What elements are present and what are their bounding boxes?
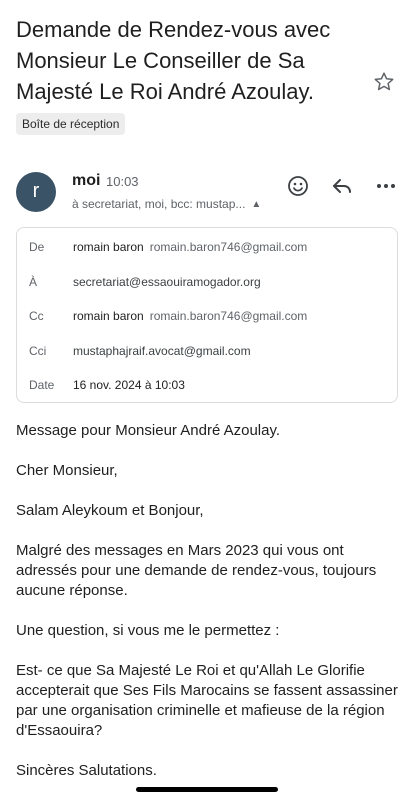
details-cc-row: [17, 306, 397, 326]
body-paragraph: Malgré des messages en Mars 2023 qui vous ont adressés pour une demande de rendez-vous, toujours aucune réponse.: [16, 542, 377, 599]
subject-header: [16, 14, 398, 107]
body-paragraph: Sincères Salutations.: [16, 762, 157, 779]
cc-value[interactable]: [73, 306, 307, 326]
emoji-reaction-icon[interactable]: [286, 174, 310, 198]
cc-label: Cc: [29, 309, 44, 323]
body-paragraph: Cher Monsieur,: [16, 462, 118, 479]
inbox-label-chip[interactable]: Boîte de réception: [16, 113, 125, 135]
recipient-details-panel: [16, 227, 398, 403]
cc-name: romain baron: [73, 309, 144, 323]
date-label: Date: [29, 378, 55, 392]
recipients-summary: à secretariat, moi, bcc: mustap...: [72, 197, 246, 211]
from-label: De: [29, 240, 45, 254]
from-name: romain baron: [73, 240, 144, 254]
reply-arrow-icon[interactable]: [330, 174, 354, 198]
star-icon[interactable]: [372, 70, 396, 94]
to-value[interactable]: secretariat@essaouiramogador.org: [73, 275, 261, 289]
details-to-row: [17, 272, 397, 292]
body-paragraph: Salam Aleykoum et Bonjour,: [16, 502, 204, 519]
more-horizontal-icon[interactable]: [374, 174, 398, 198]
sender-row: [16, 170, 398, 214]
sender-name: moi: [72, 172, 101, 189]
email-body: [16, 421, 400, 800]
bcc-label: Cci: [29, 344, 47, 358]
to-label: À: [29, 275, 38, 289]
home-indicator: [136, 787, 278, 792]
bcc-value[interactable]: mustaphajraif.avocat@gmail.com: [73, 344, 251, 358]
sent-time: 10:03: [106, 174, 139, 189]
details-from-row: [17, 237, 397, 257]
body-paragraph: Message pour Monsieur André Azoulay.: [16, 422, 281, 439]
chevron-up-icon: ▲: [251, 199, 262, 210]
from-email: romain.baron746@gmail.com: [149, 240, 308, 254]
email-subject: Demande de Rendez-vous avec Monsieur Le Conseiller de Sa Majesté Le Roi André Azoulay.: [16, 17, 331, 104]
from-value[interactable]: [73, 237, 307, 257]
cc-email: romain.baron746@gmail.com: [149, 309, 308, 323]
details-date-row: [17, 375, 397, 395]
body-paragraph: Est- ce que Sa Majesté Le Roi et qu'Allah Le Glorifie accepterait que Ses Fils Marocains se fassent assassiner par une organisation criminelle et mafieuse de la région d'Essaouira?: [16, 662, 398, 739]
details-bcc-row: [17, 341, 397, 361]
body-paragraph: Une question, si vous me le permettez :: [16, 622, 280, 639]
recipients-toggle[interactable]: [72, 197, 261, 211]
date-value: 16 nov. 2024 à 10:03: [73, 378, 185, 392]
avatar[interactable]: r: [16, 172, 56, 212]
